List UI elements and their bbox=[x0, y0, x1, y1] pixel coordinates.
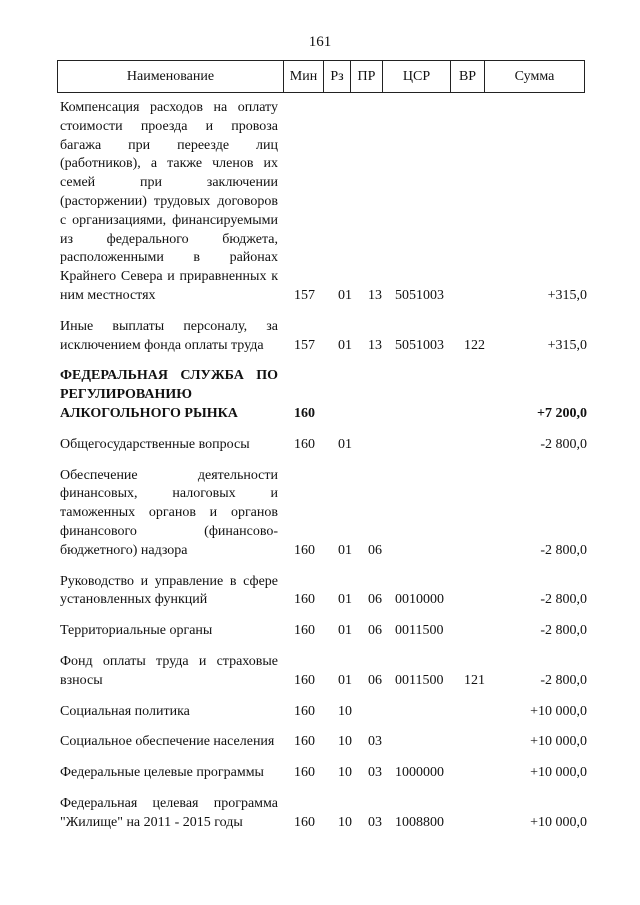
cell-min: 157 bbox=[294, 337, 315, 353]
cell-sum: -2 800,0 bbox=[540, 672, 587, 688]
cell-rz: 01 bbox=[338, 623, 352, 639]
cell-pr: 03 bbox=[368, 814, 382, 830]
header-name: Наименование bbox=[58, 61, 284, 92]
cell-min: 160 bbox=[294, 703, 315, 719]
table-row bbox=[60, 653, 587, 691]
table-row bbox=[60, 436, 587, 455]
cell-name: Общегосударственные вопросы bbox=[60, 436, 250, 452]
table-header bbox=[57, 60, 585, 93]
table-row bbox=[60, 573, 587, 611]
cell-sum: -2 800,0 bbox=[540, 436, 587, 452]
cell-name: Социальное обеспечение населения bbox=[60, 734, 275, 750]
cell-name: Руководство и управление в сфере установленных функций bbox=[60, 573, 278, 608]
cell-sum: +10 000,0 bbox=[530, 814, 587, 830]
cell-rz: 10 bbox=[338, 765, 352, 781]
cell-csr: 1008800 bbox=[395, 814, 444, 830]
table-row bbox=[60, 467, 587, 561]
table-row bbox=[60, 622, 587, 641]
cell-min: 160 bbox=[294, 765, 315, 781]
page-number: 161 bbox=[308, 34, 332, 50]
cell-pr: 06 bbox=[368, 592, 382, 608]
cell-pr: 06 bbox=[368, 542, 382, 558]
cell-min: 160 bbox=[294, 592, 315, 608]
table-body bbox=[60, 99, 587, 845]
cell-pr: 03 bbox=[368, 734, 382, 750]
cell-name: Обеспечение деятельности финансовых, налоговых и таможенных органов и органов финансового (финансово-бюджетного) надзора bbox=[60, 467, 278, 558]
table-row bbox=[60, 795, 587, 833]
cell-csr: 5051003 bbox=[395, 287, 444, 303]
table-row bbox=[60, 99, 587, 306]
cell-min: 160 bbox=[294, 672, 315, 688]
cell-min: 157 bbox=[294, 287, 315, 303]
cell-pr: 13 bbox=[368, 337, 382, 353]
cell-sum: -2 800,0 bbox=[540, 623, 587, 639]
cell-rz: 01 bbox=[338, 436, 352, 452]
table-row bbox=[60, 703, 587, 722]
cell-csr: 5051003 bbox=[395, 337, 444, 353]
cell-rz: 01 bbox=[338, 672, 352, 688]
cell-rz: 01 bbox=[338, 592, 352, 608]
cell-sum: +10 000,0 bbox=[530, 765, 587, 781]
cell-vr: 121 bbox=[464, 672, 485, 688]
cell-rz: 01 bbox=[338, 542, 352, 558]
cell-pr: 13 bbox=[368, 287, 382, 303]
cell-min: 160 bbox=[294, 436, 315, 452]
cell-name: ФЕДЕРАЛЬНАЯ СЛУЖБА ПО РЕГУЛИРОВАНИЮ АЛКОГОЛЬНОГО РЫНКА bbox=[60, 368, 278, 421]
cell-rz: 10 bbox=[338, 814, 352, 830]
cell-sum: +7 200,0 bbox=[537, 405, 587, 421]
cell-name: Иные выплаты персоналу, за исключением фонда оплаты труда bbox=[60, 318, 278, 353]
cell-min: 160 bbox=[294, 405, 315, 421]
table-row bbox=[60, 764, 587, 783]
header-vr: ВР bbox=[451, 61, 485, 92]
header-rz: Рз bbox=[324, 61, 351, 92]
table-row bbox=[60, 318, 587, 356]
cell-sum: -2 800,0 bbox=[540, 542, 587, 558]
cell-csr: 0011500 bbox=[395, 672, 444, 688]
cell-sum: +315,0 bbox=[547, 287, 587, 303]
cell-name: Компенсация расходов на оплату стоимости проезда и провоза багажа при переезде лиц (работников), а также членов их семей при заключении (расторжении) трудовых договоров с организациями, финансируемыми из федерального бюджета, расположенными в районах Крайнего Севера и приравненных к ним местностях bbox=[60, 100, 278, 303]
header-csr: ЦСР bbox=[383, 61, 451, 92]
cell-min: 160 bbox=[294, 734, 315, 750]
cell-name: Социальная политика bbox=[60, 703, 190, 719]
cell-csr: 0010000 bbox=[395, 592, 444, 608]
cell-csr: 1000000 bbox=[395, 765, 444, 781]
cell-rz: 01 bbox=[338, 337, 352, 353]
cell-pr: 03 bbox=[368, 765, 382, 781]
cell-rz: 01 bbox=[338, 287, 352, 303]
cell-sum: -2 800,0 bbox=[540, 592, 587, 608]
cell-name: Федеральные целевые программы bbox=[60, 765, 264, 781]
cell-vr: 122 bbox=[464, 337, 485, 353]
header-pr: ПР bbox=[351, 61, 383, 92]
cell-rz: 10 bbox=[338, 703, 352, 719]
cell-pr: 06 bbox=[368, 623, 382, 639]
cell-min: 160 bbox=[294, 814, 315, 830]
cell-rz: 10 bbox=[338, 734, 352, 750]
cell-min: 160 bbox=[294, 542, 315, 558]
header-min: Мин bbox=[284, 61, 324, 92]
cell-sum: +315,0 bbox=[547, 337, 587, 353]
cell-pr: 06 bbox=[368, 672, 382, 688]
header-sum: Сумма bbox=[514, 68, 555, 84]
cell-name: Территориальные органы bbox=[60, 623, 213, 639]
cell-csr: 0011500 bbox=[395, 623, 444, 639]
cell-min: 160 bbox=[294, 623, 315, 639]
table-row bbox=[60, 367, 587, 423]
cell-name: Федеральная целевая программа "Жилище" на 2011 - 2015 годы bbox=[60, 795, 278, 830]
cell-name: Фонд оплаты труда и страховые взносы bbox=[60, 653, 278, 688]
cell-sum: +10 000,0 bbox=[530, 703, 587, 719]
table-row bbox=[60, 733, 587, 752]
cell-sum: +10 000,0 bbox=[530, 734, 587, 750]
